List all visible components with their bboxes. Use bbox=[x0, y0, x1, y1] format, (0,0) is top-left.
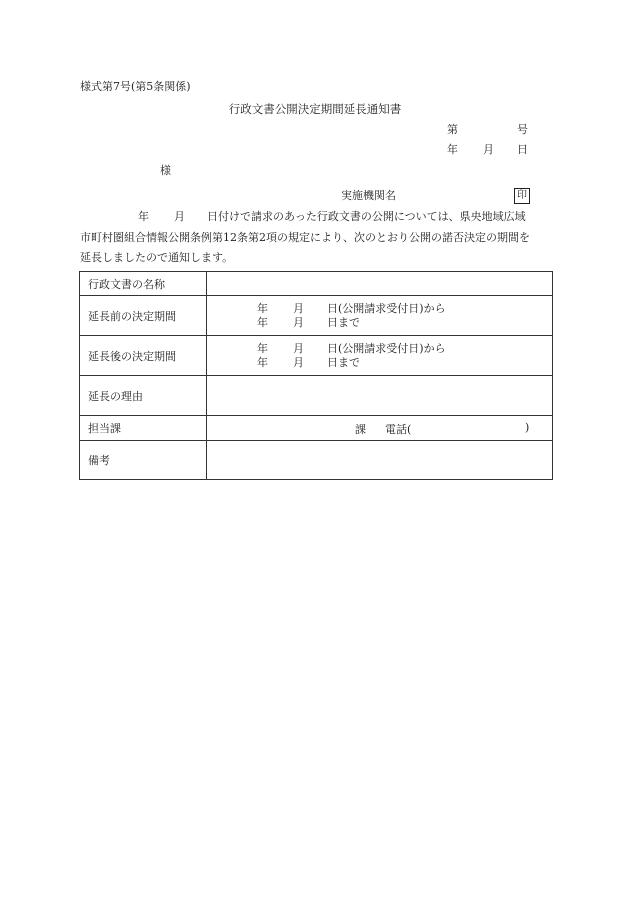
document-title: 行政文書公開決定期間延長通知書 bbox=[228, 102, 402, 116]
dept-phone-text: 電話( bbox=[385, 423, 412, 436]
after-period-value bbox=[207, 336, 553, 376]
period-month: 月 bbox=[293, 315, 304, 329]
period-month: 月 bbox=[293, 341, 304, 355]
table-row bbox=[80, 376, 553, 416]
period-year: 年 bbox=[257, 315, 268, 329]
date-month: 月 bbox=[483, 143, 494, 156]
dept-close-paren: ) bbox=[525, 421, 530, 434]
dept-ka-text: 課 bbox=[355, 423, 366, 436]
form-number-label: 様式第7号(第5条関係) bbox=[80, 80, 191, 93]
reason-value bbox=[207, 376, 553, 416]
period-year: 年 bbox=[257, 341, 268, 355]
table-row bbox=[80, 272, 553, 296]
table-row bbox=[80, 441, 553, 480]
body-era-year: 年 bbox=[138, 210, 149, 223]
table-row bbox=[80, 416, 553, 441]
body-era-month: 月 bbox=[174, 210, 185, 223]
period-until-text: 日まで bbox=[327, 315, 360, 329]
addressee-honorific: 様 bbox=[160, 164, 171, 177]
implementing-agency-label: 実施機関名 bbox=[341, 189, 396, 202]
document-number bbox=[447, 123, 528, 137]
body-line-3: 延長しましたので通知します。 bbox=[80, 251, 234, 264]
dept-value bbox=[207, 416, 553, 441]
period-year: 年 bbox=[257, 301, 268, 315]
doc-name-value bbox=[207, 272, 553, 296]
extension-details-table bbox=[79, 271, 553, 480]
before-period-value bbox=[207, 296, 553, 336]
remarks-value bbox=[207, 441, 553, 480]
period-year: 年 bbox=[257, 355, 268, 369]
remarks-label: 備考 bbox=[80, 441, 207, 480]
seal-mark: 印 bbox=[514, 188, 530, 204]
after-period-label: 延長後の決定期間 bbox=[80, 336, 207, 376]
doc-name-label: 行政文書の名称 bbox=[80, 272, 207, 296]
reason-label: 延長の理由 bbox=[80, 376, 207, 416]
period-until-text: 日まで bbox=[327, 355, 360, 369]
period-month: 月 bbox=[293, 301, 304, 315]
period-month: 月 bbox=[293, 355, 304, 369]
date-day: 日 bbox=[517, 143, 528, 156]
table-row bbox=[80, 336, 553, 376]
date-year: 年 bbox=[447, 143, 458, 156]
number-suffix: 号 bbox=[517, 123, 528, 136]
body-line-2: 市町村圏組合情報公開条例第12条第2項の規定により、次のとおり公開の諾否決定の期間を bbox=[80, 231, 530, 244]
dept-label: 担当課 bbox=[80, 416, 207, 441]
period-from-text: 日(公開請求受付日)から bbox=[327, 341, 446, 355]
before-period-label: 延長前の決定期間 bbox=[80, 296, 207, 336]
number-prefix: 第 bbox=[447, 123, 458, 136]
table-row bbox=[80, 296, 553, 336]
body-line-1-text: 日付けで請求のあった行政文書の公開については、県央地域広域 bbox=[207, 210, 526, 223]
period-from-text: 日(公開請求受付日)から bbox=[327, 301, 446, 315]
